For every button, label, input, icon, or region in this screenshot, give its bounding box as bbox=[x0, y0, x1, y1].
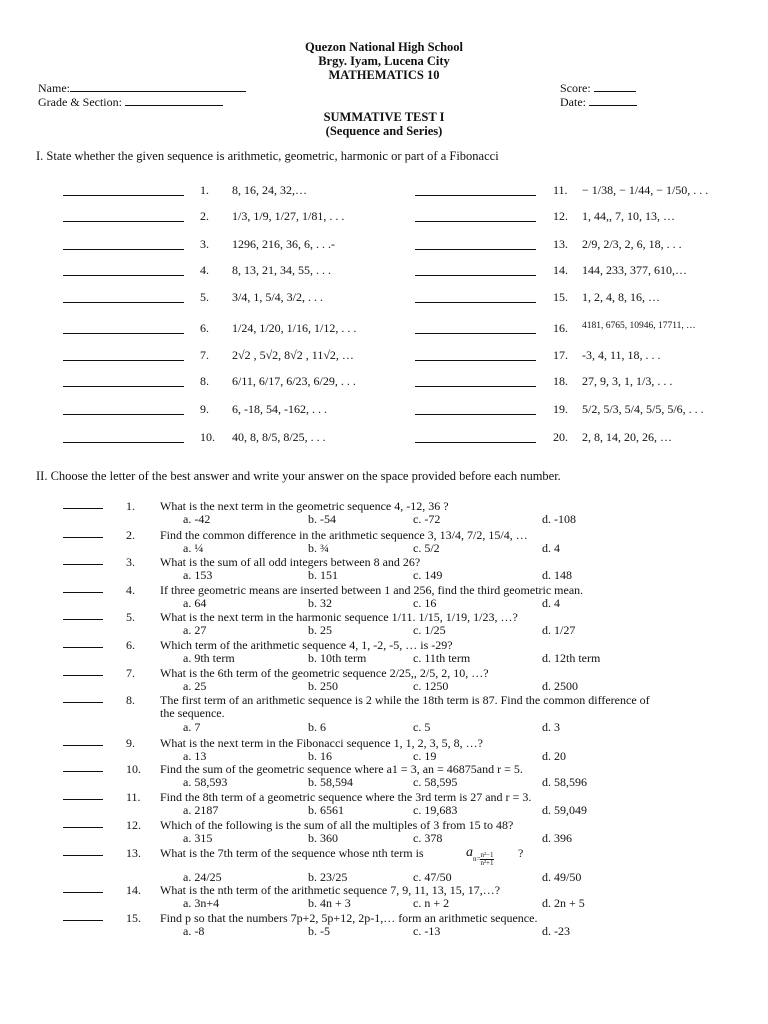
answer-blank[interactable] bbox=[63, 442, 184, 443]
choice-option: c. 5 bbox=[413, 720, 431, 734]
sequence-text: 1, 2, 4, 8, 16, … bbox=[582, 290, 660, 304]
answer-blank[interactable] bbox=[415, 414, 536, 415]
question-text: What is the next term in the harmonic sequence 1/11. 1/15, 1/19, 1/23, …? bbox=[160, 610, 518, 624]
item-number: 2. bbox=[200, 209, 209, 223]
sequence-text: 27, 9, 3, 1, 1/3, . . . bbox=[582, 374, 673, 388]
sequence-text: 6, -18, 54, -162, . . . bbox=[232, 402, 327, 416]
date-row bbox=[560, 95, 637, 110]
question-number: 10. bbox=[126, 762, 141, 776]
choice-option: b. 151 bbox=[308, 568, 338, 582]
sequence-text: 2√2 , 5√2, 8√2 , 11√2, … bbox=[232, 348, 354, 362]
score-row bbox=[560, 81, 636, 96]
choice-option: d. 396 bbox=[542, 831, 572, 845]
choice-option: d. 4 bbox=[542, 541, 560, 555]
choice-option: a. 13 bbox=[183, 749, 207, 763]
choice-option: d. 2500 bbox=[542, 679, 578, 693]
choice-option: a. -42 bbox=[183, 512, 211, 526]
date-field[interactable] bbox=[589, 105, 637, 106]
question-text: If three geometric means are inserted between 1 and 256, find the third geometric mean. bbox=[160, 583, 584, 597]
item-number: 15. bbox=[553, 290, 568, 304]
choice-option: c. 149 bbox=[413, 568, 443, 582]
answer-blank[interactable] bbox=[63, 564, 103, 565]
name-field[interactable] bbox=[70, 91, 246, 92]
sequence-text: 4181, 6765, 10946, 17711, … bbox=[582, 321, 696, 331]
answer-blank[interactable] bbox=[63, 702, 103, 703]
sequence-text: 5/2, 5/3, 5/4, 5/5, 5/6, . . . bbox=[582, 402, 704, 416]
choice-option: a. 9th term bbox=[183, 651, 235, 665]
test-subtitle: (Sequence and Series) bbox=[325, 124, 443, 138]
answer-blank[interactable] bbox=[63, 619, 103, 620]
school-name: Quezon National High School bbox=[304, 40, 463, 54]
choice-option: c. 16 bbox=[413, 596, 437, 610]
answer-blank[interactable] bbox=[63, 333, 184, 334]
question-text: Which of the following is the sum of all the multiples of 3 from 15 to 48? bbox=[160, 818, 514, 832]
choice-option: a. 64 bbox=[183, 596, 207, 610]
answer-blank[interactable] bbox=[63, 195, 184, 196]
answer-blank[interactable] bbox=[63, 508, 103, 509]
question-number: 8. bbox=[126, 693, 135, 707]
choice-option: d. 49/50 bbox=[542, 870, 582, 884]
sequence-text: 1/24, 1/20, 1/16, 1/12, . . . bbox=[232, 321, 357, 335]
choice-option: d. 3 bbox=[542, 720, 560, 734]
answer-blank[interactable] bbox=[63, 675, 103, 676]
answer-blank[interactable] bbox=[63, 537, 103, 538]
item-number: 9. bbox=[200, 402, 209, 416]
answer-blank[interactable] bbox=[63, 827, 103, 828]
question-number: 7. bbox=[126, 666, 135, 680]
sequence-text: -3, 4, 11, 18, . . . bbox=[582, 348, 661, 362]
choice-option: d. 4 bbox=[542, 596, 560, 610]
answer-blank[interactable] bbox=[415, 275, 536, 276]
item-number: 11. bbox=[553, 183, 568, 197]
choice-option: a. 153 bbox=[183, 568, 213, 582]
sequence-text: − 1/38, − 1/44, − 1/50, . . . bbox=[582, 183, 709, 197]
choice-option: b. 6 bbox=[308, 720, 326, 734]
answer-blank[interactable] bbox=[63, 249, 184, 250]
choice-option: a. -8 bbox=[183, 924, 205, 938]
sequence-text: 40, 8, 8/5, 8/25, . . . bbox=[232, 430, 326, 444]
choice-option: a. 27 bbox=[183, 623, 207, 637]
choice-option: b. 32 bbox=[308, 596, 332, 610]
choice-option: c. 58,595 bbox=[413, 775, 458, 789]
answer-blank[interactable] bbox=[63, 221, 184, 222]
name-row bbox=[38, 81, 246, 96]
answer-blank[interactable] bbox=[415, 302, 536, 303]
item-number: 19. bbox=[553, 402, 568, 416]
sequence-text: 1/3, 1/9, 1/27, 1/81, . . . bbox=[232, 209, 345, 223]
sequence-text: 8, 16, 24, 32,… bbox=[232, 183, 307, 197]
choice-option: d. 20 bbox=[542, 749, 566, 763]
answer-blank[interactable] bbox=[63, 592, 103, 593]
choice-option: c. -13 bbox=[413, 924, 441, 938]
question-text: The first term of an arithmetic sequence is 2 while the 18th term is 87. Find the common difference of bbox=[160, 693, 650, 707]
item-number: 5. bbox=[200, 290, 209, 304]
grade-label: Grade & Section: bbox=[38, 95, 122, 109]
choice-option: a. 2187 bbox=[183, 803, 219, 817]
item-number: 12. bbox=[553, 209, 568, 223]
question-text: What is the sum of all odd integers between 8 and 26? bbox=[160, 555, 421, 569]
choice-option: b. -54 bbox=[308, 512, 336, 526]
question-text: Which term of the arithmetic sequence 4, 1, -2, -5, … is -29? bbox=[160, 638, 453, 652]
grade-field[interactable] bbox=[125, 105, 223, 106]
answer-blank[interactable] bbox=[63, 745, 103, 746]
answer-blank[interactable] bbox=[63, 920, 103, 921]
item-number: 18. bbox=[553, 374, 568, 388]
choice-option: b. 6561 bbox=[308, 803, 344, 817]
answer-blank[interactable] bbox=[63, 302, 184, 303]
item-number: 13. bbox=[553, 237, 568, 251]
choice-option: d. 59,049 bbox=[542, 803, 587, 817]
choice-option: c. 19,683 bbox=[413, 803, 458, 817]
nth-term-formula: $a_{n= \frac{\text{n²−1}}{\text{n²+1}}}$ bbox=[466, 845, 494, 867]
question-number: 15. bbox=[126, 911, 141, 925]
question-number: 5. bbox=[126, 610, 135, 624]
school-address: Brgy. Iyam, Lucena City bbox=[318, 54, 450, 68]
choice-option: a. 3n+4 bbox=[183, 896, 220, 910]
choice-option: b. 23/25 bbox=[308, 870, 348, 884]
question-tail: ? bbox=[518, 846, 524, 860]
question-number: 6. bbox=[126, 638, 135, 652]
part2-instruction: II. Choose the letter of the best answer and write your answer on the space provided before each number. bbox=[36, 469, 561, 483]
choice-option: a. 315 bbox=[183, 831, 213, 845]
question-text: What is the next term in the geometric sequence 4, -12, 36 ? bbox=[160, 499, 449, 513]
choice-option: c. 1/25 bbox=[413, 623, 446, 637]
question-number: 3. bbox=[126, 555, 135, 569]
choice-option: c. -72 bbox=[413, 512, 441, 526]
answer-blank[interactable] bbox=[63, 647, 103, 648]
answer-blank[interactable] bbox=[415, 221, 536, 222]
answer-blank[interactable] bbox=[63, 414, 184, 415]
answer-blank[interactable] bbox=[63, 855, 103, 856]
question-text: Find p so that the numbers 7p+2, 5p+12, 2p-1,… form an arithmetic sequence. bbox=[160, 911, 538, 925]
name-label: Name: bbox=[38, 81, 70, 95]
item-number: 1. bbox=[200, 183, 209, 197]
question-number: 11. bbox=[126, 790, 141, 804]
question-text-continued: the sequence. bbox=[160, 706, 225, 720]
choice-option: b. 4n + 3 bbox=[308, 896, 351, 910]
item-number: 20. bbox=[553, 430, 568, 444]
item-number: 4. bbox=[200, 263, 209, 277]
question-text: What is the next term in the Fibonacci sequence 1, 1, 2, 3, 5, 8, …? bbox=[160, 736, 483, 750]
choice-option: b. ¾ bbox=[308, 541, 329, 555]
answer-blank[interactable] bbox=[63, 386, 184, 387]
choice-option: b. 16 bbox=[308, 749, 332, 763]
question-text: Find the sum of the geometric sequence where a1 = 3, an = 46875and r = 5. bbox=[160, 762, 523, 776]
grade-row bbox=[38, 95, 223, 110]
choice-option: a. ¼ bbox=[183, 541, 204, 555]
sequence-text: 2/9, 2/3, 2, 6, 18, . . . bbox=[582, 237, 682, 251]
choice-option: c. n + 2 bbox=[413, 896, 450, 910]
choice-option: c. 11th term bbox=[413, 651, 471, 665]
part1-instruction: I. State whether the given sequence is arithmetic, geometric, harmonic or part of a Fibonacci bbox=[36, 149, 499, 163]
sequence-text: 3/4, 1, 5/4, 3/2, . . . bbox=[232, 290, 324, 304]
sequence-text: 2, 8, 14, 20, 26, … bbox=[582, 430, 672, 444]
question-number: 4. bbox=[126, 583, 135, 597]
choice-option: b. -5 bbox=[308, 924, 330, 938]
choice-option: c. 5/2 bbox=[413, 541, 440, 555]
score-field[interactable] bbox=[594, 91, 636, 92]
choice-option: d. 2n + 5 bbox=[542, 896, 585, 910]
question-text: What is the 6th term of the geometric sequence 2/25,, 2/5, 2, 10, …? bbox=[160, 666, 489, 680]
item-number: 17. bbox=[553, 348, 568, 362]
question-number: 13. bbox=[126, 846, 141, 860]
choice-option: c. 19 bbox=[413, 749, 437, 763]
subject-title: MATHEMATICS 10 bbox=[328, 68, 440, 82]
date-label: Date: bbox=[560, 95, 586, 109]
choice-option: c. 378 bbox=[413, 831, 443, 845]
sequence-text: 144, 233, 377, 610,… bbox=[582, 263, 687, 277]
score-label: Score: bbox=[560, 81, 591, 95]
answer-blank[interactable] bbox=[63, 275, 184, 276]
choice-option: a. 25 bbox=[183, 679, 207, 693]
choice-option: d. 148 bbox=[542, 568, 572, 582]
question-number: 1. bbox=[126, 499, 135, 513]
choice-option: b. 250 bbox=[308, 679, 338, 693]
item-number: 8. bbox=[200, 374, 209, 388]
answer-blank[interactable] bbox=[415, 249, 536, 250]
answer-blank[interactable] bbox=[63, 799, 103, 800]
sequence-text: 1, 44,, 7, 10, 13, … bbox=[582, 209, 675, 223]
item-number: 14. bbox=[553, 263, 568, 277]
sequence-text: 1296, 216, 36, 6, . . .- bbox=[232, 237, 335, 251]
answer-blank[interactable] bbox=[63, 360, 184, 361]
item-number: 7. bbox=[200, 348, 209, 362]
question-text: What is the 7th term of the sequence whose nth term is bbox=[160, 846, 424, 860]
choice-option: c. 47/50 bbox=[413, 870, 452, 884]
question-number: 12. bbox=[126, 818, 141, 832]
question-number: 14. bbox=[126, 883, 141, 897]
question-text: What is the nth term of the arithmetic sequence 7, 9, 11, 13, 15, 17,…? bbox=[160, 883, 501, 897]
item-number: 10. bbox=[200, 430, 215, 444]
choice-option: d. 1/27 bbox=[542, 623, 576, 637]
choice-option: d. 12th term bbox=[542, 651, 601, 665]
sequence-text: 6/11, 6/17, 6/23, 6/29, . . . bbox=[232, 374, 356, 388]
answer-blank[interactable] bbox=[415, 386, 536, 387]
answer-blank[interactable] bbox=[415, 442, 536, 443]
choice-option: b. 58,594 bbox=[308, 775, 353, 789]
sequence-text: 8, 13, 21, 34, 55, . . . bbox=[232, 263, 331, 277]
choice-option: b. 25 bbox=[308, 623, 332, 637]
answer-blank[interactable] bbox=[63, 771, 103, 772]
choice-option: d. -108 bbox=[542, 512, 576, 526]
question-text: Find the common difference in the arithmetic sequence 3, 13/4, 7/2, 15/4, … bbox=[160, 528, 528, 542]
question-text: Find the 8th term of a geometric sequence where the 3rd term is 27 and r = 3. bbox=[160, 790, 532, 804]
choice-option: a. 7 bbox=[183, 720, 201, 734]
item-number: 6. bbox=[200, 321, 209, 335]
choice-option: a. 24/25 bbox=[183, 870, 222, 884]
test-title: SUMMATIVE TEST I bbox=[323, 110, 445, 124]
item-number: 16. bbox=[553, 321, 568, 335]
answer-blank[interactable] bbox=[415, 333, 536, 334]
item-number: 3. bbox=[200, 237, 209, 251]
choice-option: a. 58,593 bbox=[183, 775, 228, 789]
answer-blank[interactable] bbox=[415, 195, 536, 196]
answer-blank[interactable] bbox=[63, 892, 103, 893]
choice-option: d. 58,596 bbox=[542, 775, 587, 789]
choice-option: d. -23 bbox=[542, 924, 570, 938]
question-number: 9. bbox=[126, 736, 135, 750]
choice-option: b. 360 bbox=[308, 831, 338, 845]
question-number: 2. bbox=[126, 528, 135, 542]
choice-option: b. 10th term bbox=[308, 651, 367, 665]
answer-blank[interactable] bbox=[415, 360, 536, 361]
choice-option: c. 1250 bbox=[413, 679, 449, 693]
